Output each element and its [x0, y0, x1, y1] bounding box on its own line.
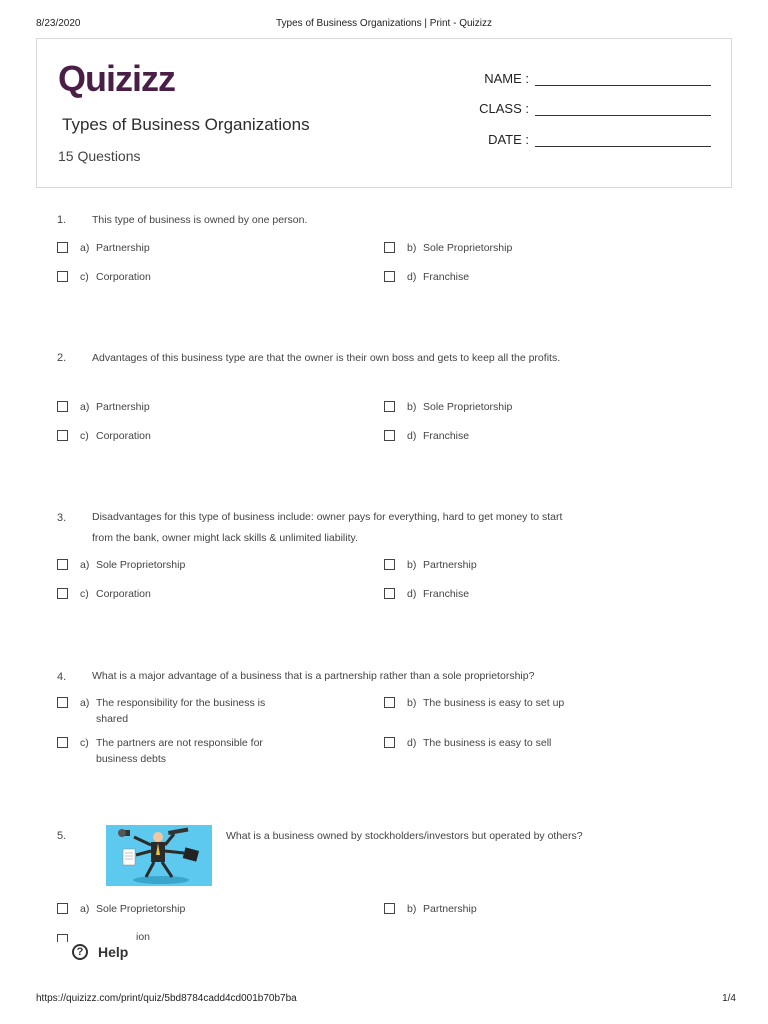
question-number: 5. — [57, 830, 67, 842]
question-circle-icon: ? — [72, 944, 88, 960]
class-field — [437, 101, 529, 116]
checkbox[interactable] — [57, 903, 68, 914]
print-date: 8/23/2020 — [36, 18, 81, 29]
option-text: Franchise — [423, 430, 470, 442]
question-text: What is a major advantage of a business that is a partnership rather than a sole proprietorship? — [92, 670, 535, 682]
question-number: 3. — [57, 512, 67, 524]
option-text: Partnership — [423, 903, 477, 915]
option-letter: a) — [80, 903, 90, 915]
checkbox[interactable] — [57, 588, 68, 599]
option-text: The partners are not responsible for business debts — [96, 737, 263, 765]
name-line — [535, 85, 711, 86]
option-letter: b) — [407, 903, 417, 915]
date-field — [437, 132, 529, 147]
print-url: https://quizizz.com/print/quiz/5bd8784cadd4cd001b70b7ba — [36, 993, 297, 1004]
option-letter: d) — [407, 588, 417, 600]
option-text: Partnership — [96, 242, 150, 254]
checkbox[interactable] — [384, 242, 395, 253]
option-text: Sole Proprietorship — [423, 401, 513, 413]
question-text: What is a business owned by stockholders/investors but operated by others? — [226, 830, 583, 842]
checkbox[interactable] — [384, 559, 395, 570]
class-line — [535, 115, 711, 116]
question-number: 2. — [57, 352, 67, 364]
date-line — [535, 146, 711, 147]
option-letter: c) — [80, 588, 89, 600]
checkbox — [57, 934, 68, 942]
option-letter: b) — [407, 242, 417, 254]
question-text: Advantages of this business type are that the owner is their own boss and gets to keep all the profits. — [92, 352, 561, 364]
name-label: NAME : — [484, 71, 529, 86]
checkbox[interactable] — [384, 903, 395, 914]
option-letter: a) — [80, 401, 90, 413]
option-letter: a) — [80, 697, 90, 709]
question-count: 15 Questions — [58, 148, 141, 164]
question-text: Disadvantages for this type of business include: owner pays for everything, hard to get money to start from the bank, owner might lack skills & unlimited liability. — [92, 511, 563, 544]
checkbox[interactable] — [57, 697, 68, 708]
cutoff-text: ion — [136, 932, 151, 942]
option-letter: c) — [80, 737, 89, 749]
option-text: Sole Proprietorship — [96, 903, 186, 915]
option-text: Corporation — [96, 588, 151, 600]
question-number: 1. — [57, 214, 67, 226]
cutoff-option — [57, 932, 177, 942]
option-text: Partnership — [96, 401, 150, 413]
quizizz-logo — [58, 55, 198, 99]
option-letter: d) — [407, 271, 417, 283]
question-text: This type of business is owned by one person. — [92, 214, 308, 226]
quiz-header — [36, 38, 732, 188]
checkbox[interactable] — [384, 401, 395, 412]
option-text: Corporation — [96, 430, 151, 442]
help-button[interactable] — [72, 943, 142, 965]
checkbox[interactable] — [384, 697, 395, 708]
checkbox[interactable] — [57, 559, 68, 570]
option-text: Franchise — [423, 271, 470, 283]
date-label: DATE : — [488, 132, 529, 147]
page-number: 1/4 — [722, 993, 736, 1004]
option-letter: b) — [407, 697, 417, 709]
help-label: Help — [98, 944, 129, 960]
question-image — [106, 825, 212, 886]
option-letter: d) — [407, 737, 417, 749]
checkbox[interactable] — [384, 430, 395, 441]
option-letter: a) — [80, 242, 90, 254]
checkbox[interactable] — [384, 271, 395, 282]
option-text: Corporation — [96, 271, 151, 283]
class-label: CLASS : — [479, 101, 529, 116]
option-letter: c) — [80, 430, 89, 442]
option-letter: c) — [80, 271, 89, 283]
option-text: The responsibility for the business is shared — [96, 697, 266, 725]
checkbox[interactable] — [57, 271, 68, 282]
checkbox[interactable] — [57, 737, 68, 748]
quiz-title: Types of Business Organizations — [62, 115, 310, 134]
option-letter: b) — [407, 401, 417, 413]
checkbox[interactable] — [57, 430, 68, 441]
checkbox[interactable] — [384, 588, 395, 599]
question-number: 4. — [57, 671, 67, 683]
svg-text:Quizizz: Quizizz — [58, 58, 175, 99]
option-letter: d) — [407, 430, 417, 442]
print-page-title: Types of Business Organizations | Print - Quizizz — [275, 18, 492, 29]
option-text: Franchise — [423, 588, 470, 600]
option-text: Sole Proprietorship — [423, 242, 513, 254]
option-letter: a) — [80, 559, 90, 571]
checkbox[interactable] — [384, 737, 395, 748]
option-text: Sole Proprietorship — [96, 559, 186, 571]
checkbox[interactable] — [57, 401, 68, 412]
option-letter: b) — [407, 559, 417, 571]
option-text: The business is easy to set up — [423, 697, 565, 709]
option-text: Partnership — [423, 559, 477, 571]
checkbox[interactable] — [57, 242, 68, 253]
name-field — [437, 71, 529, 86]
option-text: The business is easy to sell — [423, 737, 552, 749]
